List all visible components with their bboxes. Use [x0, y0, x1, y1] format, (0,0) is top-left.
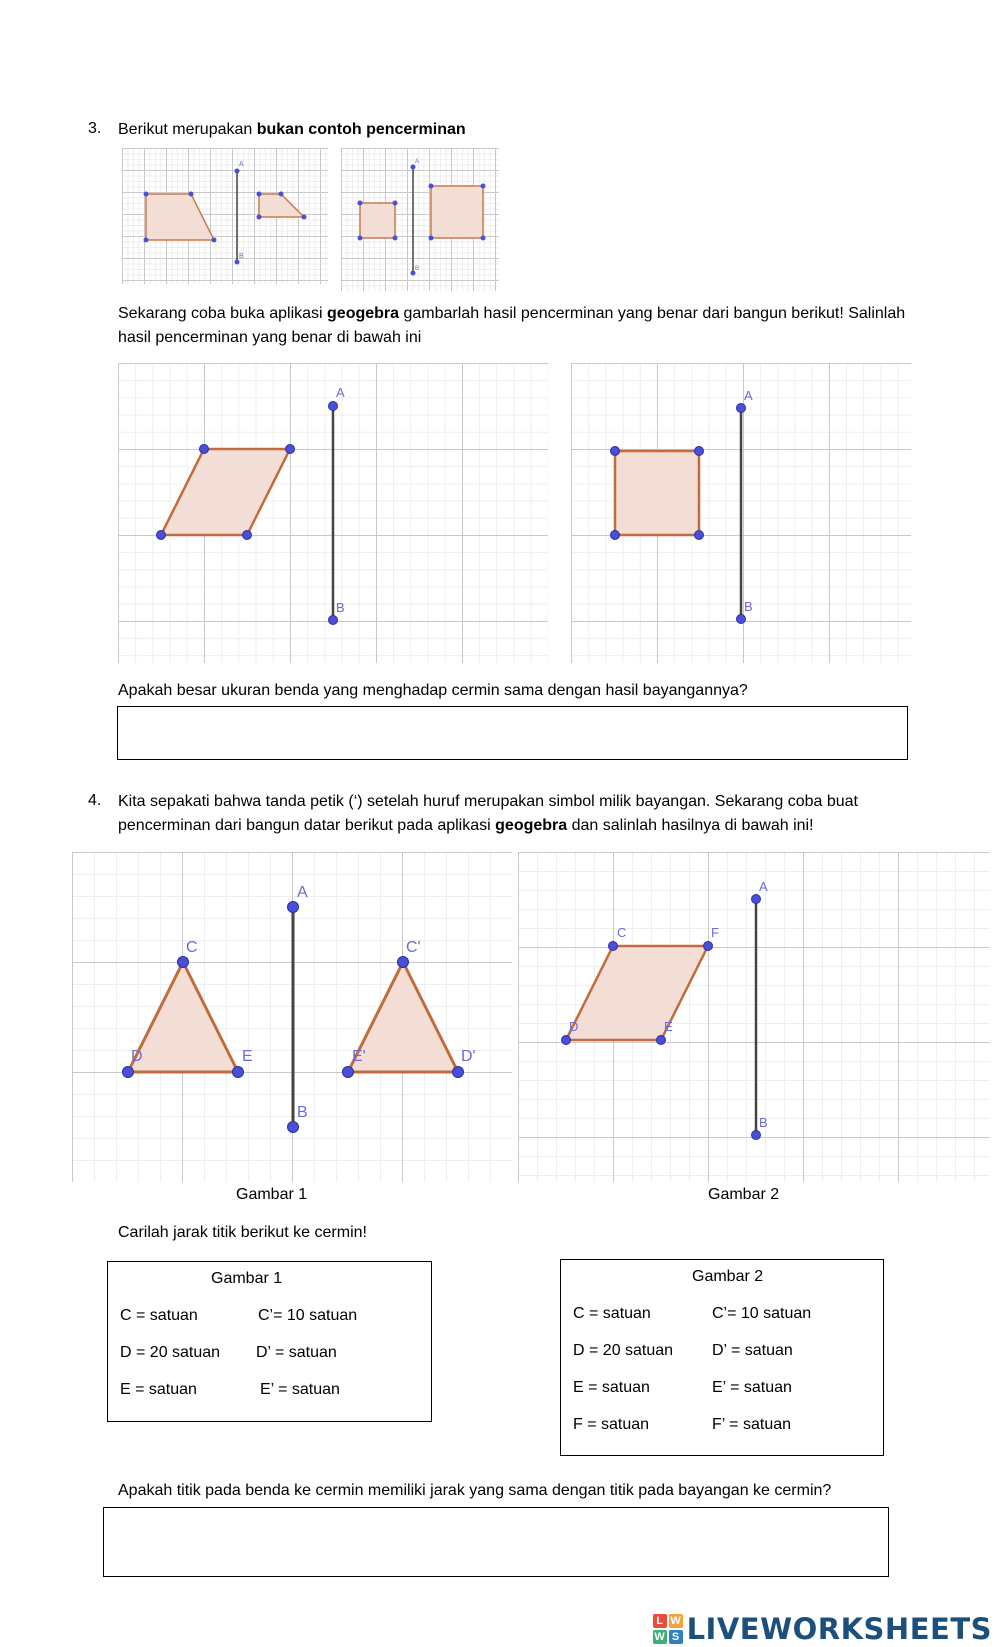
triangle-cde [128, 962, 238, 1072]
logo-mark-icon [653, 1614, 683, 1644]
table2-row-e[interactable]: E = satuan [573, 1379, 650, 1396]
g1-label-b: B [297, 1104, 308, 1121]
example2-label-b: B [415, 266, 420, 272]
g1-label-c: C [186, 939, 198, 956]
liveworksheets-logo [653, 1612, 992, 1646]
q4-number: 4. [88, 792, 102, 809]
table2-title: Gambar 2 [692, 1268, 764, 1285]
q4-intro-text-2: dan salinlah hasilnya di bawah ini! [567, 817, 814, 834]
logo-mark-l: L [653, 1614, 667, 1628]
distance-table-gambar1 [107, 1261, 432, 1422]
q3-mirror1-label-a: A [336, 385, 345, 400]
g2-label-b: B [759, 1115, 768, 1130]
table1-row-c[interactable]: C = satuan [120, 1307, 198, 1324]
caption-gambar2: Gambar 2 [708, 1186, 780, 1203]
g1-label-e: E [242, 1048, 253, 1065]
g1-label-e-prime: E' [352, 1048, 366, 1065]
g2-label-a: A [759, 879, 768, 894]
logo-mark-w2: W [654, 1631, 665, 1643]
example1-label-b: B [239, 253, 244, 260]
q3-instruction-text-2: gambarlah hasil pencerminan yang benar dari bangun berikut! Salinlah [399, 305, 906, 322]
q3-mirror1-label-b: B [336, 600, 345, 615]
table1-row-d[interactable]: D = 20 satuan [120, 1344, 221, 1361]
q4-intro-line1: Kita sepakati bahwa tanda petik (‘) setelah huruf merupakan simbol milik bayangan. Sekarang coba buat [118, 793, 858, 810]
table1-title: Gambar 1 [211, 1270, 283, 1287]
table2-row-c-prime[interactable]: C’= 10 satuan [712, 1305, 812, 1322]
caption-gambar1: Gambar 1 [236, 1186, 308, 1203]
table2-row-c[interactable]: C = satuan [573, 1305, 651, 1322]
q3-intro-bold: bukan contoh pencerminan [256, 121, 466, 138]
table2-row-e-prime[interactable]: E’ = satuan [712, 1379, 792, 1396]
q3-question: Apakah besar ukuran benda yang menghadap cermin sama dengan hasil bayangannya? [118, 682, 748, 699]
table2-row-d-prime[interactable]: D’ = satuan [712, 1342, 793, 1359]
logo-mark-s: S [669, 1630, 683, 1644]
table2-row-f-prime[interactable]: F’ = satuan [712, 1416, 792, 1433]
q4-intro-text: pencerminan dari bangun datar berikut pada aplikasi [118, 817, 496, 834]
q3-mirror2-label-b: B [744, 599, 753, 614]
parallelogram-cfed [566, 946, 708, 1040]
table1-row-c-prime[interactable]: C’= 10 satuan [258, 1307, 358, 1324]
g2-label-c: C [617, 925, 627, 940]
q3-number: 3. [88, 120, 102, 137]
q4-answer-box[interactable] [103, 1507, 889, 1577]
distance-prompt: Carilah jarak titik berikut ke cermin! [118, 1224, 367, 1241]
q3-intro-text: Berikut merupakan [118, 121, 257, 138]
table2-row-f[interactable]: F = satuan [573, 1416, 650, 1433]
logo-text: LIVEWORKSHEETS [686, 1612, 992, 1646]
g1-label-d-prime: D' [461, 1048, 476, 1065]
g2-label-d: D [569, 1019, 579, 1034]
q3-instruction-bold: geogebra [327, 305, 400, 322]
q3-mirror2-label-a: A [744, 388, 753, 403]
example2-label-a: A [415, 159, 420, 165]
g1-label-a: A [297, 884, 308, 901]
g2-label-e: E [664, 1019, 673, 1034]
q4-intro-bold: geogebra [495, 817, 568, 834]
q3-instruction-text: Sekarang coba buka aplikasi [118, 305, 328, 322]
logo-mark-w1: W [670, 1615, 681, 1627]
g1-label-c-prime: C' [406, 939, 421, 956]
table1-row-e[interactable]: E = satuan [120, 1381, 197, 1398]
g1-label-d: D [131, 1048, 143, 1065]
table1-row-d-prime[interactable]: D’ = satuan [256, 1344, 337, 1361]
q4-question: Apakah titik pada benda ke cermin memiliki jarak yang sama dengan titik pada bayangan ke cermin? [118, 1482, 832, 1499]
distance-table-gambar2 [560, 1259, 884, 1456]
table1-row-e-prime[interactable]: E’ = satuan [260, 1381, 340, 1398]
table2-row-d[interactable]: D = 20 satuan [573, 1342, 674, 1359]
g2-label-f: F [711, 925, 719, 940]
q3-instruction-line2: hasil pencerminan yang benar di bawah ini [118, 329, 422, 346]
example1-label-a: A [239, 161, 244, 168]
